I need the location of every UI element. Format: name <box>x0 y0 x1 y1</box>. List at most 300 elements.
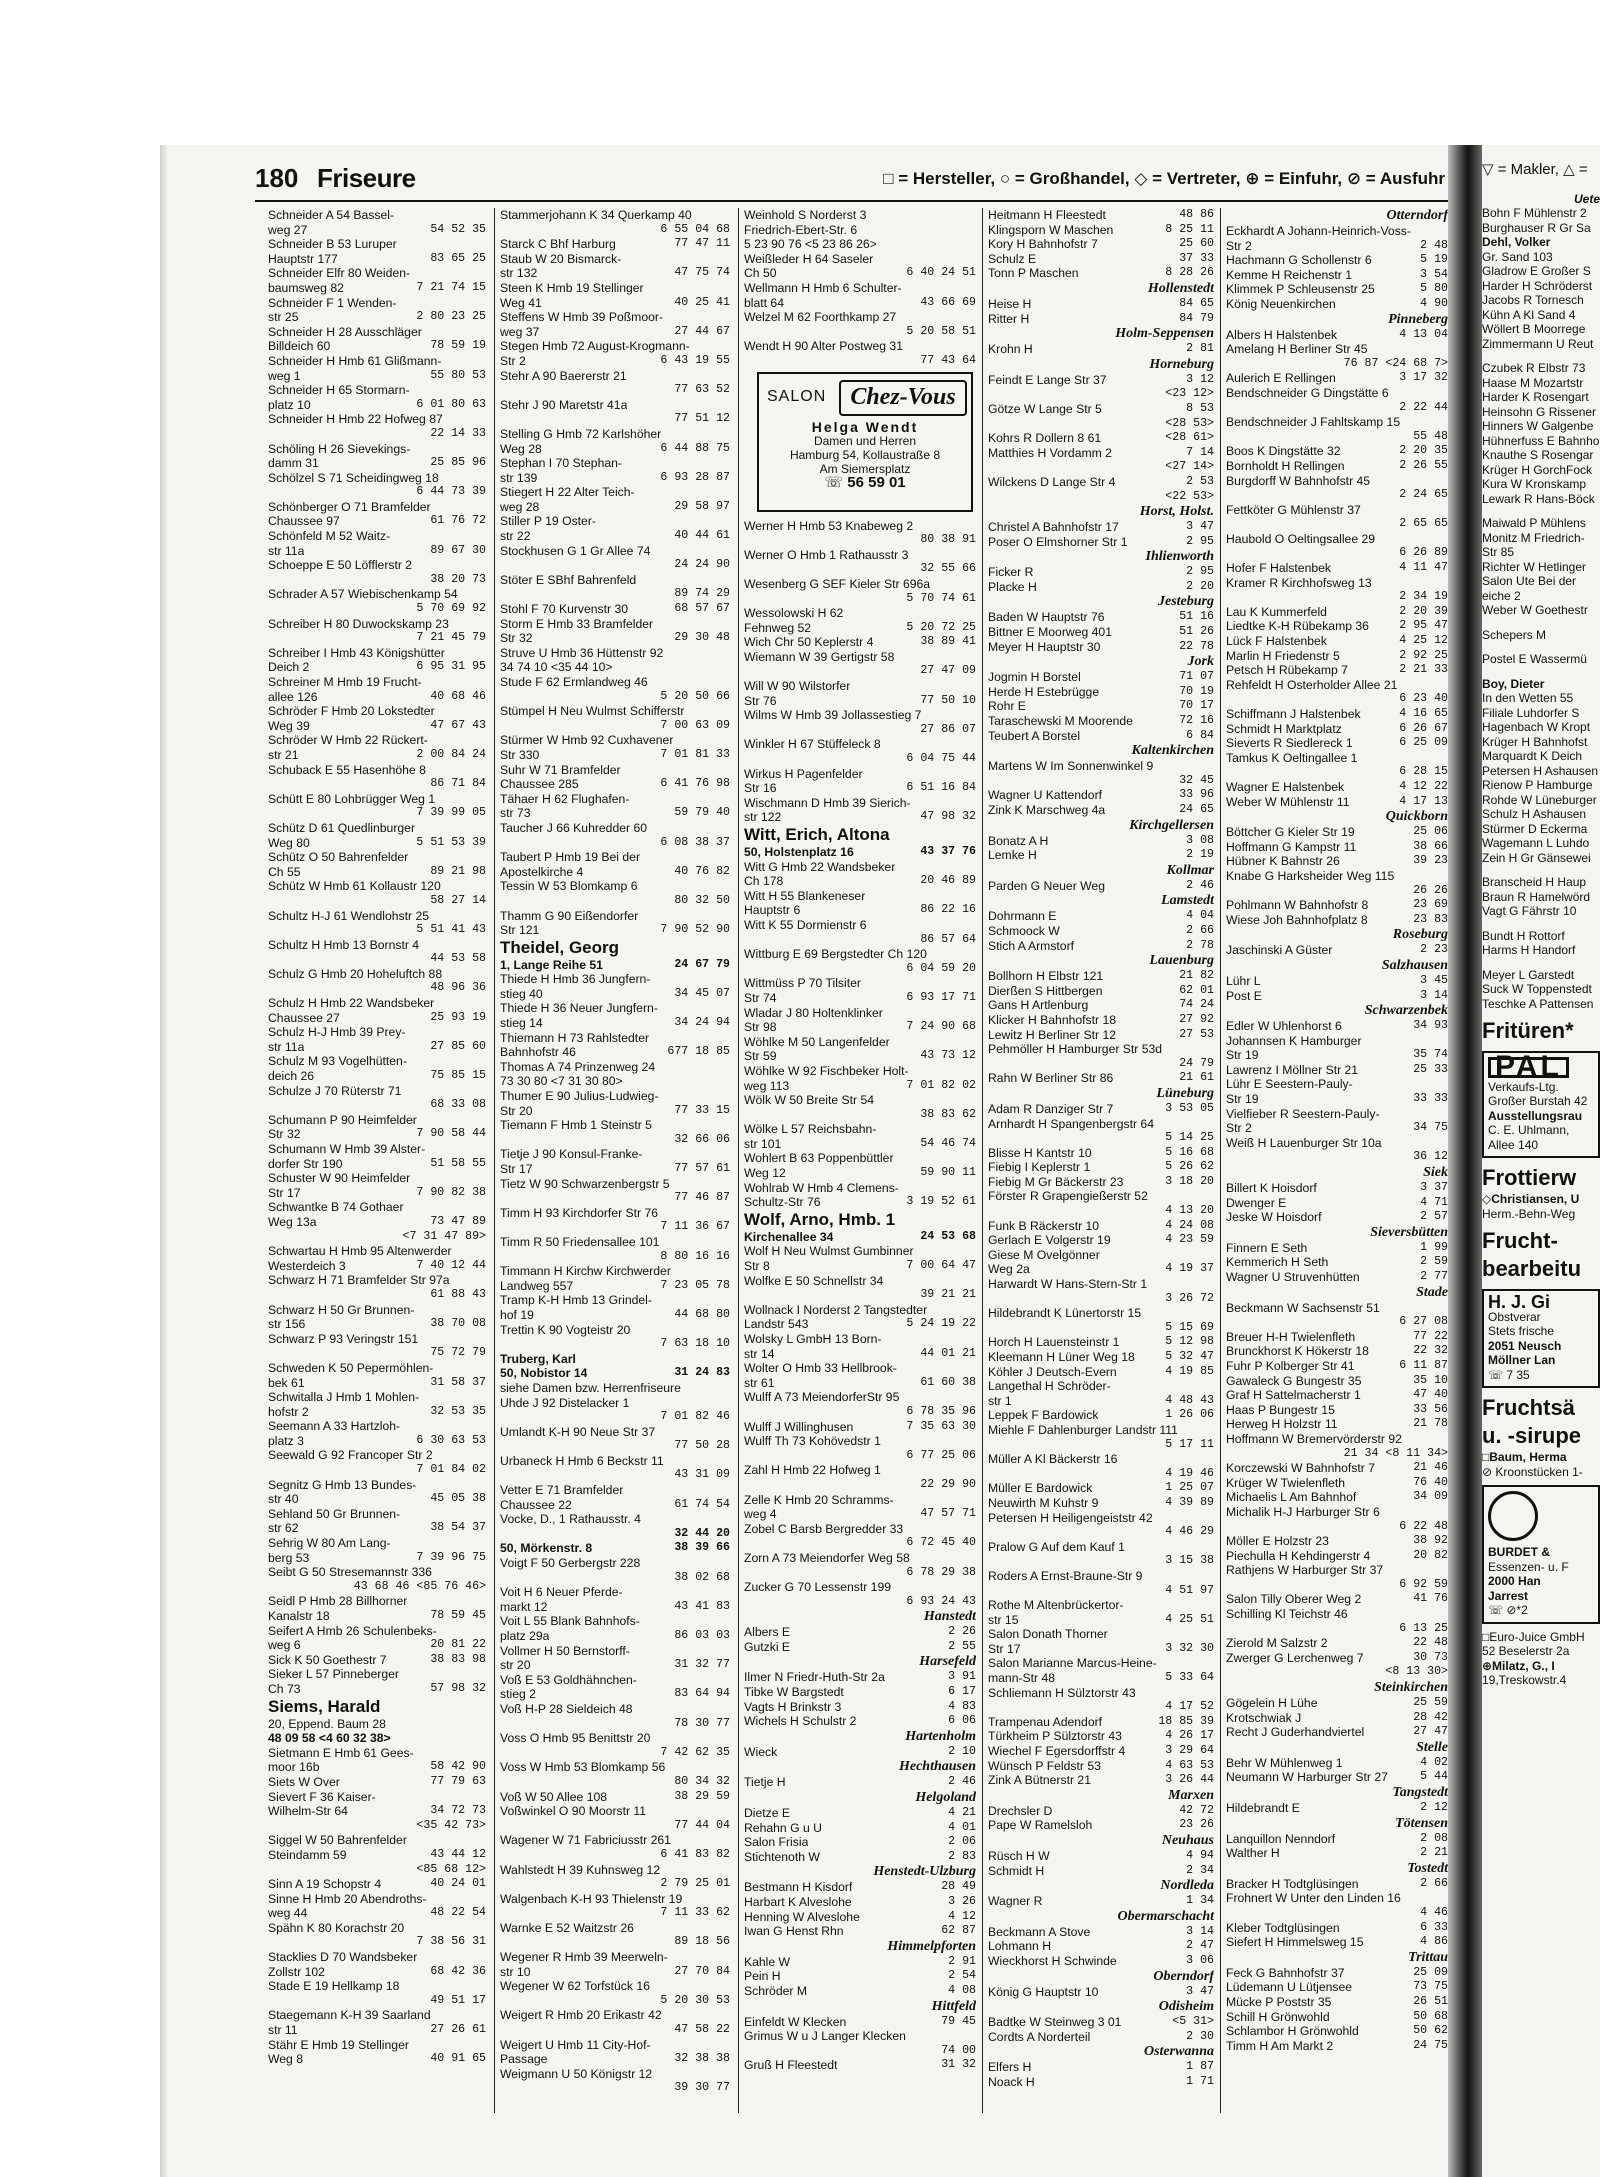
place-heading: Hechthausen <box>898 1759 976 1775</box>
entry-phone: 7 90 52 90 <box>660 923 730 937</box>
entry-name: Türkheim P Sülztorstr 43 <box>988 1729 1122 1744</box>
entry-phone: 48 96 36 <box>430 981 486 995</box>
place-heading: Odisheim <box>1158 1999 1214 2015</box>
place-heading: Salzhausen <box>1381 957 1448 973</box>
directory-entry <box>1226 1447 1448 1462</box>
directory-entry <box>1226 1048 1448 1063</box>
directory-entry <box>1226 1196 1448 1211</box>
directory-entry <box>744 339 976 354</box>
entry-phone: 2 19 <box>1186 848 1214 862</box>
entry-name: Wulff Th 73 Kohövedstr 1 <box>744 1434 881 1449</box>
entry-name: Adam R Danziger Str 7 <box>988 1101 1114 1116</box>
directory-entry <box>268 1717 486 1732</box>
next-page-line: In den Wetten 55 <box>1482 691 1574 705</box>
entry-name: Michaelis L Am Bahnhof <box>1226 1490 1357 1505</box>
directory-entry <box>988 1452 1214 1467</box>
entry-name: Landstr 543 <box>744 1317 809 1332</box>
entry-phone: 40 44 61 <box>674 529 730 543</box>
entry-phone: 4 13 04 <box>1399 327 1448 341</box>
entry-phone: 23 26 <box>1179 1818 1214 1832</box>
directory-entry <box>988 1013 1214 1028</box>
entry-phone: 57 98 32 <box>430 1681 486 1695</box>
entry-name: damm 31 <box>268 456 319 471</box>
entry-name: str 15 <box>988 1612 1019 1627</box>
directory-entry <box>1226 1891 1448 1906</box>
entry-name: Schneider A 54 Bassel- <box>268 208 395 222</box>
directory-entry <box>1226 913 1448 928</box>
entry-name: Tietje H <box>744 1775 786 1790</box>
entry-phone: 77 44 04 <box>674 1818 730 1832</box>
directory-entry <box>988 460 1214 475</box>
directory-entry <box>500 1089 730 1104</box>
entry-phone: 23 69 <box>1413 898 1448 912</box>
entry-phone: 6 93 28 87 <box>660 470 730 484</box>
entry-phone: 32 66 06 <box>674 1132 730 1146</box>
directory-entry <box>268 967 486 982</box>
entry-name: Wohlrab W Hmb 4 Clemens- <box>744 1180 899 1195</box>
entry-name: Sinne H Hmb 20 Abendroths- <box>268 1891 427 1906</box>
entry-name: Neuwirth M Kuhstr 9 <box>988 1495 1099 1510</box>
entry-name: Str 17 <box>988 1641 1021 1656</box>
entry-name: Seewald G 92 Francoper Str 2 <box>268 1448 433 1463</box>
entry-name: Zorn A 73 Meiendorfer Weg 58 <box>744 1550 910 1565</box>
entry-phone: 2 10 <box>948 1744 976 1758</box>
directory-entry <box>1226 2039 1448 2054</box>
directory-entry <box>268 514 486 529</box>
directory-entry <box>1226 692 1448 707</box>
directory-entry <box>988 1423 1214 1438</box>
entry-name: Str 32 <box>500 631 533 646</box>
entry-name: Schuster W 90 Heimfelder <box>268 1171 411 1186</box>
entry-name: Witt H 55 Blankeneser <box>744 888 866 903</box>
entry-name: Johannsen K Hamburger <box>1226 1033 1362 1048</box>
directory-entry <box>500 1454 730 1469</box>
entry-phone: 70 17 <box>1179 699 1214 713</box>
entry-name: mann-Str 48 <box>988 1671 1056 1686</box>
entry-name: Böttcher G Kieler Str 19 <box>1226 825 1355 840</box>
entry-name: Thiede H Hmb 36 Jungfern- <box>500 972 651 987</box>
place-heading: Steinkirchen <box>1374 1680 1448 1696</box>
entry-phone: 39 21 21 <box>920 1288 976 1302</box>
next-page-line: Burghauser R Gr Sa <box>1482 220 1591 235</box>
entry-name: Schöling H 26 Sievekings- <box>268 441 411 456</box>
entry-name: Passage <box>500 2052 548 2067</box>
entry-name: Stiegert H 22 Alter Teich- <box>500 485 635 500</box>
directory-entry <box>268 1127 486 1142</box>
next-page-line: Maiwald P Mühlens <box>1482 516 1586 530</box>
entry-phone: 27 86 07 <box>920 722 976 736</box>
entry-phone: 86 71 84 <box>430 777 486 791</box>
directory-entry <box>744 1850 976 1865</box>
next-page-line: Bohn F Mühlenstr 2 <box>1482 206 1587 220</box>
directory-entry <box>268 1536 486 1551</box>
section-fruchtsaft-2: u. -sirupe <box>1482 1423 1582 1448</box>
entry-name: Pohlmann W Bahnhofstr 8 <box>1226 898 1369 913</box>
burdet-line: Essenzen- u. F <box>1488 1559 1569 1574</box>
entry-phone: 80 32 50 <box>674 893 730 907</box>
directory-entry <box>988 1954 1214 1969</box>
entry-name: Thiemann H 73 Rahlstedter <box>500 1030 650 1045</box>
entry-name: Wolfke E 50 Schnellstr 34 <box>744 1273 884 1288</box>
place-heading: Roseburg <box>1392 927 1448 943</box>
directory-entry <box>744 1670 976 1685</box>
entry-phone: 4 21 <box>948 1806 976 1820</box>
entry-phone: 6 17 <box>948 1685 976 1699</box>
directory-entry <box>268 1877 486 1892</box>
directory-entry <box>1226 1092 1448 1107</box>
entry-name: Schwarz H 71 Bramfelder Str 97a <box>268 1273 450 1288</box>
directory-entry <box>744 1806 976 1821</box>
directory-entry <box>500 763 730 778</box>
entry-name: Amelang H Berliner Str 45 <box>1226 342 1368 357</box>
directory-entry <box>268 1113 486 1128</box>
directory-entry <box>268 223 486 238</box>
entry-phone: 24 75 <box>1413 2038 1448 2052</box>
entry-name: Schiffmann J Halstenbek <box>1226 707 1361 721</box>
directory-entry <box>744 1166 976 1181</box>
entry-name: Stehr A 90 Baererstr 21 <box>500 368 627 383</box>
directory-entry <box>988 1642 1214 1657</box>
entry-phone: 3 14 <box>1186 1924 1214 1938</box>
entry-phone: 27 26 61 <box>430 2023 486 2037</box>
entry-name: Bollhorn H Elbstr 121 <box>988 969 1104 984</box>
entry-name: 50, Nobistor 14 <box>500 1366 588 1381</box>
directory-entry <box>744 1420 976 1435</box>
entry-name: Timm H Am Markt 2 <box>1226 2038 1334 2053</box>
entry-name: Schulz H Hmb 22 Wandsbeker <box>268 996 435 1011</box>
directory-entry <box>1226 1636 1448 1651</box>
place-heading: Jork <box>1187 654 1214 670</box>
next-page-line: Knauthe S Rosengar <box>1482 448 1594 462</box>
directory-entry <box>500 573 730 588</box>
place-heading: Jesteburg <box>1158 594 1214 610</box>
directory-entry <box>988 252 1214 267</box>
entry-name: Dietze E <box>744 1806 791 1821</box>
entry-phone: 4 02 <box>1420 1755 1448 1769</box>
entry-name: Haubold O Oeltingsallee 29 <box>1226 531 1376 546</box>
directory-entry <box>500 675 730 690</box>
entry-name: Bornholdt H Rellingen <box>1226 458 1345 473</box>
entry-name: Taraschewski M Moorende <box>988 714 1133 729</box>
next-page-line <box>1482 618 1600 628</box>
directory-entry <box>268 1303 486 1318</box>
entry-name: Chaussee 22 <box>500 1497 572 1512</box>
directory-entry <box>1226 1461 1448 1476</box>
entry-phone: 42 72 <box>1179 1803 1214 1817</box>
directory-entry <box>268 617 486 632</box>
entry-phone: 24 53 68 <box>920 1229 976 1243</box>
entry-phone: 79 45 <box>941 2014 976 2028</box>
entry-name: Schultz H Hmb 13 Bornstr 4 <box>268 937 420 952</box>
entry-phone: 61 88 43 <box>430 1287 486 1301</box>
entry-phone: 47 98 32 <box>920 810 976 824</box>
entry-phone: 2 80 23 25 <box>416 310 486 324</box>
directory-entry <box>988 1277 1214 1292</box>
entry-phone: 1 71 <box>1186 2074 1214 2088</box>
directory-entry <box>1226 1935 1448 1950</box>
entry-phone: 7 40 12 44 <box>416 1258 486 1272</box>
entry-phone: 21 82 <box>1179 969 1214 983</box>
entry-name: Kanalstr 18 <box>268 1609 330 1623</box>
directory-entry <box>1226 1150 1448 1165</box>
entry-phone: 4 26 17 <box>1165 1729 1214 1743</box>
directory-entry <box>744 1347 976 1362</box>
directory-entry <box>500 471 730 486</box>
entry-phone: 58 42 90 <box>430 1760 486 1774</box>
pal-advert <box>1482 1051 1600 1158</box>
directory-entry <box>268 1244 486 1259</box>
entry-name: Beckmann W Sachsenstr 51 <box>1226 1300 1380 1315</box>
directory-entry <box>268 1731 486 1746</box>
directory-entry <box>1226 634 1448 649</box>
entry-name: Sietmann E Hmb 61 Gees- <box>268 1745 414 1760</box>
directory-entry <box>988 1204 1214 1219</box>
place-heading: Kirchgellersen <box>1129 817 1214 833</box>
directory-entry <box>268 412 486 427</box>
entry-phone: 36 12 <box>1413 1150 1448 1164</box>
entry-phone: 6 44 88 75 <box>660 441 730 455</box>
entry-phone: 76 40 <box>1413 1475 1448 1489</box>
directory-entry <box>744 237 976 252</box>
directory-entry <box>268 763 486 778</box>
directory-entry <box>1226 1388 1448 1403</box>
entry-name: Weigmann U 50 Königstr 12 <box>500 2066 653 2081</box>
entry-name: Korczewski W Bahnhofstr 7 <box>1226 1461 1376 1476</box>
entry-phone: 2 95 47 <box>1399 619 1448 633</box>
entry-name: Gutzki E <box>744 1639 791 1654</box>
entry-phone: <28 61> <box>1165 431 1214 445</box>
entry-name: Stümpel H Neu Wulmst Schifferstr <box>500 704 685 719</box>
entry-name: Steen K Hmb 19 Stellinger <box>500 280 644 295</box>
directory-entry <box>1226 1622 1448 1637</box>
entry-phone: 29 58 97 <box>674 499 730 513</box>
directory-entry <box>1226 678 1448 693</box>
entry-phone: 4 12 <box>948 1909 976 1923</box>
directory-entry <box>268 1186 486 1201</box>
entry-phone: 6 92 59 <box>1399 1577 1448 1591</box>
directory-entry <box>268 2052 486 2067</box>
entry-phone: 7 01 84 02 <box>416 1463 486 1477</box>
next-page-legend: ▽ = Makler, △ = <box>1482 163 1588 178</box>
pal-line: Großer Burstah 42 <box>1488 1094 1588 1108</box>
directory-entry <box>1226 751 1448 766</box>
directory-entry <box>744 1685 976 1700</box>
entry-phone: 22 14 33 <box>430 426 486 440</box>
directory-entry <box>988 1365 1214 1380</box>
directory-entry <box>500 2023 730 2038</box>
directory-entry <box>1226 1063 1448 1078</box>
directory-entry <box>500 1235 730 1250</box>
directory-entry <box>744 2044 976 2059</box>
entry-name: Langethal H Schröder- <box>988 1379 1111 1394</box>
entry-name: Matthies H Vordamm 2 <box>988 445 1112 460</box>
pal-line: C. E. Uhlmann, <box>1488 1123 1570 1137</box>
entry-name: Schmidt H Marktplatz <box>1226 721 1342 736</box>
entry-name: Vagts H Brinkstr 3 <box>744 1699 842 1714</box>
directory-entry <box>500 865 730 880</box>
directory-entry <box>268 369 486 384</box>
entry-name: Schwarz H 50 Gr Brunnen- <box>268 1302 415 1317</box>
directory-entry <box>744 947 976 962</box>
next-page-line: Harder K Rosengart <box>1482 390 1589 404</box>
directory-entry <box>744 918 976 933</box>
directory-entry <box>500 456 730 471</box>
next-page-line: Bundt H Rottorf <box>1482 928 1565 943</box>
entry-name: Schlambor H Grönwohld <box>1226 2024 1359 2039</box>
directory-entry <box>988 1306 1214 1321</box>
directory-entry <box>1226 974 1448 989</box>
entry-name: Str 2 <box>1226 238 1252 253</box>
entry-name: Schütz D 61 Quedlinburger <box>268 820 416 835</box>
next-page-line: Salon Ute Bei der <box>1482 574 1577 588</box>
entry-phone: 39 23 <box>1413 854 1448 868</box>
entry-name: Klingsporn W Maschen <box>988 222 1114 237</box>
entry-name: Steffens W Hmb 39 Poßmoor- <box>500 310 664 325</box>
entry-name: Horch H Lauensteinstr 1 <box>988 1335 1120 1350</box>
directory-entry <box>268 2038 486 2053</box>
entry-name: Wischmann D Hmb 39 Sierich- <box>744 795 911 810</box>
directory-entry <box>744 621 976 636</box>
entry-phone: 3 08 <box>1186 833 1214 847</box>
entry-phone: 34 93 <box>1413 1019 1448 1033</box>
entry-name: Timm H 93 Kirchdorfer Str 76 <box>500 1205 659 1220</box>
directory-entry <box>500 1118 730 1133</box>
directory-entry <box>268 573 486 588</box>
entry-name: Knabe G Harksheider Weg 115 <box>1226 868 1395 883</box>
directory-entry <box>1226 357 1448 372</box>
entry-phone: 3 26 <box>948 1895 976 1908</box>
advert-salon-name: Chez-Vous <box>839 380 967 416</box>
entry-name: Schröder F Hmb 20 Lokstedter <box>268 704 435 719</box>
directory-entry <box>500 631 730 646</box>
entry-phone: 24 24 90 <box>674 558 730 572</box>
entry-name: Jeske W Hoisdorf <box>1226 1210 1322 1225</box>
directory-entry <box>500 427 730 442</box>
page-number: 180 <box>255 163 299 193</box>
entry-phone: 5 20 30 53 <box>660 1993 730 2007</box>
directory-entry <box>268 354 486 369</box>
directory-entry <box>500 1206 730 1221</box>
next-page-line: Kura W Kronskamp <box>1482 477 1587 491</box>
entry-name: Gögelein H Lühe <box>1226 1696 1318 1711</box>
entry-phone: 7 39 96 75 <box>416 1550 486 1564</box>
directory-entry <box>268 1011 486 1026</box>
entry-phone: 2 81 <box>1186 342 1214 356</box>
entry-phone: 7 35 63 30 <box>906 1419 976 1433</box>
entry-name: Feindt E Lange Str 37 <box>988 372 1107 387</box>
entry-name: berg 53 <box>268 1550 310 1565</box>
entry-name: Pape W Ramelsloh <box>988 1818 1093 1833</box>
entry-phone: 5 15 69 <box>1165 1320 1214 1334</box>
entry-name: Stöter E SBhf Bahrenfeld <box>500 572 637 587</box>
entry-name: Apostelkirche 4 <box>500 864 584 879</box>
entry-phone: 25 33 <box>1413 1062 1448 1076</box>
directory-entry <box>988 998 1214 1013</box>
directory-entry <box>268 1935 486 1950</box>
entry-phone: 32 53 35 <box>430 1404 486 1418</box>
entry-name: hofstr 2 <box>268 1404 309 1419</box>
entry-phone: 6 06 <box>948 1714 976 1728</box>
directory-entry <box>500 266 730 281</box>
directory-entry <box>988 1160 1214 1175</box>
directory-entry <box>744 592 976 607</box>
directory-entry <box>744 1478 976 1493</box>
directory-entry <box>500 1760 730 1775</box>
directory-entry <box>268 1906 486 1921</box>
entry-name: Salon Frisia <box>744 1835 809 1850</box>
milatz-address: 19,Treskowstr.4 <box>1482 1673 1567 1687</box>
entry-name: Trettin K 90 Vogteistr 20 <box>500 1322 631 1337</box>
entry-name: Billert K Hoisdorf <box>1226 1181 1317 1196</box>
entry-name: str 25 <box>268 310 299 325</box>
entry-name: Schumann P 90 Heimfelder <box>268 1112 417 1127</box>
entry-name: Schrader A 57 Wiebischenkamp 54 <box>268 587 458 602</box>
directory-entry <box>1226 1832 1448 1847</box>
directory-entry <box>988 1394 1214 1409</box>
entry-phone: 47 75 74 <box>674 266 730 280</box>
directory-entry <box>1226 474 1448 489</box>
directory-entry <box>744 1700 976 1715</box>
entry-phone: 27 85 60 <box>430 1039 486 1053</box>
entry-name: Weg 41 <box>500 295 542 310</box>
directory-entry <box>988 1584 1214 1599</box>
entry-name: Grimus W u J Langer Klecken <box>744 2029 906 2044</box>
hj-advert <box>1482 1289 1600 1388</box>
entry-name: str 14 <box>744 1346 775 1361</box>
directory-entry <box>268 252 486 267</box>
entry-phone: 2 53 <box>1186 474 1214 488</box>
entry-phone: 4 71 <box>1420 1195 1448 1209</box>
directory-entry <box>1226 253 1448 268</box>
directory-entry <box>744 694 976 709</box>
directory-entry <box>268 1638 486 1653</box>
entry-name: deich 26 <box>268 1069 315 1084</box>
entry-phone: 18 85 39 <box>1158 1714 1214 1728</box>
entry-phone: 44 01 21 <box>920 1346 976 1360</box>
directory-entry <box>744 1376 976 1391</box>
directory-entry <box>500 1468 730 1483</box>
entry-phone: 75 85 15 <box>430 1069 486 1083</box>
entry-phone: 6 28 15 <box>1399 765 1448 779</box>
entry-name: weg 37 <box>500 324 540 339</box>
entry-name: str 11a <box>268 543 305 558</box>
directory-entry <box>268 1994 486 2009</box>
entry-phone: 2 08 <box>1420 1831 1448 1845</box>
entry-name: Schneider F 1 Wenden- <box>268 295 397 310</box>
entry-name: Billdeich 60 <box>268 339 331 354</box>
directory-entry <box>1226 663 1448 678</box>
entry-name: 34 74 10 <35 44 10> <box>500 660 613 675</box>
directory-entry <box>1226 1725 1448 1740</box>
directory-entry <box>1226 532 1448 547</box>
entry-name: Dierßen S Hittbergen <box>988 983 1103 998</box>
directory-entry <box>1226 590 1448 605</box>
entry-name: Str 330 <box>500 747 540 762</box>
entry-phone: 40 91 65 <box>430 2052 486 2066</box>
entry-phone: 4 01 <box>948 1820 976 1834</box>
entry-phone: 77 50 10 <box>920 693 976 707</box>
directory-entry <box>268 1405 486 1420</box>
entry-phone: <28 53> <box>1165 416 1214 430</box>
directory-entry <box>744 548 976 563</box>
entry-name: Segnitz G Hmb 13 Bundes- <box>268 1477 417 1492</box>
directory-entry <box>744 1910 976 1925</box>
entry-name: Köhler J Deutsch-Evern <box>988 1364 1117 1379</box>
entry-name: Ch 73 <box>268 1681 301 1696</box>
entry-name: Walgenbach K-H 93 Thielenstr 19 <box>500 1891 683 1906</box>
directory-entry <box>988 625 1214 640</box>
directory-entry <box>744 991 976 1006</box>
